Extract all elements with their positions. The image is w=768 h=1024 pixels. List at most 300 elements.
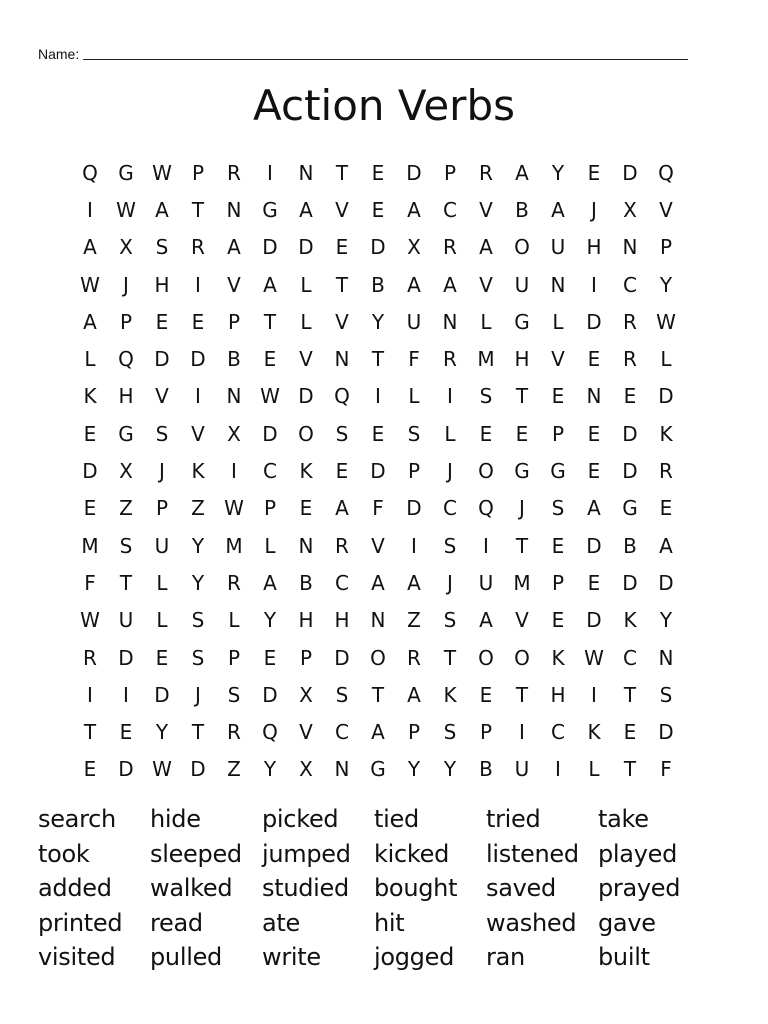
- grid-letter[interactable]: E: [551, 533, 565, 558]
- grid-letter[interactable]: D: [298, 384, 314, 409]
- grid-letter[interactable]: N: [622, 235, 638, 260]
- grid-letter[interactable]: D: [586, 608, 602, 633]
- grid-letter[interactable]: U: [478, 570, 494, 595]
- grid-letter[interactable]: D: [622, 459, 638, 484]
- grid-letter[interactable]: A: [263, 570, 277, 595]
- grid-letter[interactable]: C: [623, 272, 637, 297]
- grid-letter[interactable]: R: [227, 720, 241, 745]
- grid-letter[interactable]: N: [442, 309, 458, 334]
- grid-letter[interactable]: E: [551, 384, 565, 409]
- grid-letter[interactable]: S: [443, 533, 457, 558]
- grid-letter[interactable]: W: [260, 384, 280, 409]
- grid-letter[interactable]: V: [335, 197, 349, 222]
- grid-letter[interactable]: I: [87, 197, 93, 222]
- grid-letter[interactable]: K: [551, 645, 565, 670]
- grid-letter[interactable]: W: [584, 645, 604, 670]
- grid-letter[interactable]: O: [478, 459, 494, 484]
- grid-letter[interactable]: B: [371, 272, 385, 297]
- grid-letter[interactable]: C: [263, 459, 277, 484]
- grid-letter[interactable]: A: [407, 682, 421, 707]
- grid-letter[interactable]: V: [515, 608, 529, 633]
- word-list-item: built: [598, 943, 650, 971]
- grid-letter[interactable]: D: [622, 160, 638, 185]
- grid-letter[interactable]: R: [191, 235, 205, 260]
- grid-letter[interactable]: Y: [263, 757, 277, 782]
- grid-letter[interactable]: B: [227, 347, 241, 372]
- grid-letter[interactable]: E: [587, 160, 601, 185]
- grid-letter[interactable]: I: [267, 160, 273, 185]
- grid-letter[interactable]: L: [264, 533, 276, 558]
- grid-letter[interactable]: E: [155, 645, 169, 670]
- grid-letter[interactable]: E: [263, 347, 277, 372]
- grid-letter[interactable]: J: [519, 496, 525, 521]
- grid-letter[interactable]: G: [514, 309, 530, 334]
- grid-letter[interactable]: Y: [659, 608, 673, 633]
- grid-letter[interactable]: M: [81, 533, 99, 558]
- grid-letter[interactable]: A: [83, 309, 97, 334]
- grid-letter[interactable]: Q: [118, 347, 134, 372]
- grid-letter[interactable]: U: [514, 757, 530, 782]
- grid-letter[interactable]: E: [263, 645, 277, 670]
- grid-letter[interactable]: A: [407, 272, 421, 297]
- grid-letter[interactable]: E: [479, 682, 493, 707]
- grid-letter[interactable]: V: [191, 421, 205, 446]
- grid-letter[interactable]: P: [551, 421, 565, 446]
- grid-letter[interactable]: T: [191, 197, 205, 222]
- grid-letter[interactable]: E: [371, 421, 385, 446]
- grid-letter[interactable]: L: [408, 384, 420, 409]
- grid-letter[interactable]: L: [588, 757, 600, 782]
- grid-letter[interactable]: J: [159, 459, 165, 484]
- grid-letter[interactable]: L: [228, 608, 240, 633]
- grid-letter[interactable]: D: [118, 757, 134, 782]
- grid-letter[interactable]: E: [191, 309, 205, 334]
- grid-letter[interactable]: K: [443, 682, 457, 707]
- grid-letter[interactable]: D: [262, 235, 278, 260]
- grid-letter[interactable]: T: [83, 720, 97, 745]
- grid-letter[interactable]: P: [443, 160, 457, 185]
- grid-letter[interactable]: R: [443, 235, 457, 260]
- grid-letter[interactable]: L: [660, 347, 672, 372]
- grid-letter[interactable]: D: [370, 459, 386, 484]
- grid-letter[interactable]: X: [299, 757, 313, 782]
- grid-letter[interactable]: T: [371, 682, 385, 707]
- grid-letter[interactable]: T: [515, 533, 529, 558]
- grid-letter[interactable]: R: [227, 160, 241, 185]
- grid-letter[interactable]: I: [87, 682, 93, 707]
- grid-letter[interactable]: X: [407, 235, 421, 260]
- grid-letter[interactable]: S: [155, 235, 169, 260]
- grid-letter[interactable]: D: [298, 235, 314, 260]
- grid-letter[interactable]: H: [514, 347, 530, 372]
- grid-letter[interactable]: N: [586, 384, 602, 409]
- grid-letter[interactable]: D: [82, 459, 98, 484]
- grid-letter[interactable]: E: [83, 757, 97, 782]
- grid-letter[interactable]: Y: [551, 160, 565, 185]
- grid-letter[interactable]: D: [370, 235, 386, 260]
- grid-letter[interactable]: K: [83, 384, 97, 409]
- grid-letter[interactable]: Y: [659, 272, 673, 297]
- grid-letter[interactable]: E: [551, 608, 565, 633]
- grid-letter[interactable]: E: [299, 496, 313, 521]
- grid-letter[interactable]: A: [263, 272, 277, 297]
- grid-letter[interactable]: D: [586, 533, 602, 558]
- grid-letter[interactable]: B: [299, 570, 313, 595]
- grid-letter[interactable]: W: [116, 197, 136, 222]
- grid-letter[interactable]: V: [479, 197, 493, 222]
- grid-letter[interactable]: N: [370, 608, 386, 633]
- grid-letter[interactable]: G: [514, 459, 530, 484]
- grid-letter[interactable]: N: [550, 272, 566, 297]
- grid-letter[interactable]: D: [622, 421, 638, 446]
- grid-letter[interactable]: J: [447, 570, 453, 595]
- grid-letter[interactable]: Y: [263, 608, 277, 633]
- grid-letter[interactable]: D: [406, 160, 422, 185]
- grid-letter[interactable]: R: [443, 347, 457, 372]
- grid-letter[interactable]: P: [227, 645, 241, 670]
- grid-letter[interactable]: T: [623, 757, 637, 782]
- grid-letter[interactable]: W: [80, 608, 100, 633]
- grid-letter[interactable]: E: [335, 459, 349, 484]
- grid-letter[interactable]: D: [658, 570, 674, 595]
- grid-letter[interactable]: E: [371, 160, 385, 185]
- grid-letter[interactable]: Y: [443, 757, 457, 782]
- grid-letter[interactable]: R: [335, 533, 349, 558]
- grid-letter[interactable]: H: [118, 384, 134, 409]
- grid-letter[interactable]: Y: [191, 533, 205, 558]
- grid-letter[interactable]: D: [334, 645, 350, 670]
- grid-letter[interactable]: L: [552, 309, 564, 334]
- grid-letter[interactable]: J: [591, 197, 597, 222]
- grid-letter[interactable]: L: [84, 347, 96, 372]
- grid-letter[interactable]: C: [623, 645, 637, 670]
- grid-letter[interactable]: A: [659, 533, 673, 558]
- word-list-item: played: [598, 839, 678, 868]
- grid-letter[interactable]: A: [227, 235, 241, 260]
- grid-letter[interactable]: P: [119, 309, 133, 334]
- grid-letter[interactable]: V: [335, 309, 349, 334]
- grid-letter[interactable]: G: [262, 197, 278, 222]
- grid-letter[interactable]: X: [227, 421, 241, 446]
- grid-letter[interactable]: N: [226, 384, 242, 409]
- grid-letter[interactable]: G: [118, 421, 134, 446]
- grid-letter[interactable]: C: [443, 197, 457, 222]
- grid-letter[interactable]: Z: [191, 496, 205, 521]
- grid-letter[interactable]: Q: [262, 720, 278, 745]
- grid-letter[interactable]: X: [119, 235, 133, 260]
- grid-letter[interactable]: T: [119, 570, 133, 595]
- grid-letter[interactable]: E: [479, 421, 493, 446]
- grid-letter[interactable]: L: [300, 272, 312, 297]
- grid-letter[interactable]: R: [227, 570, 241, 595]
- grid-letter[interactable]: R: [407, 645, 421, 670]
- grid-letter[interactable]: D: [154, 682, 170, 707]
- word-list-item: jumped: [262, 839, 351, 868]
- grid-letter[interactable]: A: [515, 160, 529, 185]
- grid-letter[interactable]: I: [555, 757, 561, 782]
- word-list-item: read: [150, 908, 203, 937]
- grid-letter[interactable]: P: [659, 235, 673, 260]
- grid-letter[interactable]: D: [154, 347, 170, 372]
- grid-letter[interactable]: O: [298, 421, 314, 446]
- grid-letter[interactable]: A: [299, 197, 313, 222]
- grid-letter[interactable]: G: [550, 459, 566, 484]
- grid-letter[interactable]: U: [406, 309, 422, 334]
- grid-letter[interactable]: J: [195, 682, 201, 707]
- grid-letter[interactable]: E: [623, 384, 637, 409]
- grid-letter[interactable]: Z: [227, 757, 241, 782]
- grid-letter[interactable]: E: [587, 570, 601, 595]
- grid-letter[interactable]: P: [407, 720, 421, 745]
- grid-letter[interactable]: S: [227, 682, 241, 707]
- grid-letter[interactable]: Q: [478, 496, 494, 521]
- grid-letter[interactable]: T: [191, 720, 205, 745]
- grid-letter[interactable]: L: [156, 570, 168, 595]
- grid-letter[interactable]: H: [154, 272, 170, 297]
- grid-letter[interactable]: I: [375, 384, 381, 409]
- grid-letter[interactable]: S: [335, 421, 349, 446]
- grid-letter[interactable]: D: [406, 496, 422, 521]
- grid-letter[interactable]: D: [622, 570, 638, 595]
- grid-letter[interactable]: D: [262, 421, 278, 446]
- grid-letter[interactable]: I: [519, 720, 525, 745]
- grid-letter[interactable]: U: [514, 272, 530, 297]
- grid-letter[interactable]: Y: [407, 757, 421, 782]
- grid-letter[interactable]: T: [335, 160, 349, 185]
- grid-letter[interactable]: O: [514, 645, 530, 670]
- grid-letter[interactable]: I: [483, 533, 489, 558]
- grid-letter[interactable]: E: [515, 421, 529, 446]
- grid-letter[interactable]: Q: [334, 384, 350, 409]
- grid-letter[interactable]: V: [155, 384, 169, 409]
- grid-letter[interactable]: B: [479, 757, 493, 782]
- grid-letter[interactable]: N: [298, 160, 314, 185]
- grid-letter[interactable]: Z: [407, 608, 421, 633]
- grid-letter[interactable]: T: [623, 682, 637, 707]
- grid-letter[interactable]: N: [334, 347, 350, 372]
- grid-letter[interactable]: P: [191, 160, 205, 185]
- grid-letter[interactable]: E: [623, 720, 637, 745]
- grid-letter[interactable]: S: [659, 682, 673, 707]
- grid-letter[interactable]: P: [155, 496, 169, 521]
- grid-letter[interactable]: C: [335, 720, 349, 745]
- word-list-item: sleeped: [150, 839, 242, 868]
- grid-letter[interactable]: R: [623, 347, 637, 372]
- grid-letter[interactable]: F: [660, 757, 672, 782]
- grid-letter[interactable]: M: [513, 570, 531, 595]
- grid-letter[interactable]: G: [370, 757, 386, 782]
- grid-letter[interactable]: S: [119, 533, 133, 558]
- grid-letter[interactable]: R: [623, 309, 637, 334]
- grid-letter[interactable]: W: [224, 496, 244, 521]
- grid-letter[interactable]: A: [587, 496, 601, 521]
- word-list-item: hide: [150, 805, 201, 833]
- grid-letter[interactable]: F: [84, 570, 96, 595]
- name-blank-line[interactable]: [83, 41, 688, 60]
- grid-letter[interactable]: A: [443, 272, 457, 297]
- grid-letter[interactable]: T: [515, 384, 529, 409]
- grid-letter[interactable]: Q: [82, 160, 98, 185]
- grid-letter[interactable]: V: [371, 533, 385, 558]
- grid-letter[interactable]: N: [298, 533, 314, 558]
- grid-letter[interactable]: E: [371, 197, 385, 222]
- grid-letter[interactable]: I: [195, 272, 201, 297]
- grid-letter[interactable]: M: [477, 347, 495, 372]
- grid-letter[interactable]: I: [447, 384, 453, 409]
- grid-letter[interactable]: W: [656, 309, 676, 334]
- grid-letter[interactable]: S: [443, 608, 457, 633]
- grid-letter[interactable]: E: [587, 459, 601, 484]
- grid-letter[interactable]: T: [263, 309, 277, 334]
- grid-letter[interactable]: K: [191, 459, 205, 484]
- grid-letter[interactable]: E: [83, 421, 97, 446]
- grid-letter[interactable]: B: [623, 533, 637, 558]
- grid-letter[interactable]: A: [479, 235, 493, 260]
- word-search-grid: [72, 154, 684, 788]
- grid-letter[interactable]: A: [335, 496, 349, 521]
- grid-letter[interactable]: D: [658, 720, 674, 745]
- grid-letter[interactable]: N: [226, 197, 242, 222]
- grid-letter[interactable]: N: [658, 645, 674, 670]
- grid-letter[interactable]: T: [515, 682, 529, 707]
- grid-letter[interactable]: P: [551, 570, 565, 595]
- grid-letter[interactable]: Y: [155, 720, 169, 745]
- grid-letter[interactable]: D: [190, 347, 206, 372]
- grid-letter[interactable]: S: [191, 608, 205, 633]
- grid-letter[interactable]: S: [443, 720, 457, 745]
- grid-letter[interactable]: D: [658, 384, 674, 409]
- grid-letter[interactable]: Z: [119, 496, 133, 521]
- grid-letter[interactable]: W: [152, 160, 172, 185]
- grid-letter[interactable]: O: [370, 645, 386, 670]
- grid-letter[interactable]: U: [118, 608, 134, 633]
- grid-letter[interactable]: S: [479, 384, 493, 409]
- grid-letter[interactable]: H: [586, 235, 602, 260]
- grid-letter[interactable]: X: [299, 682, 313, 707]
- grid-letter[interactable]: S: [155, 421, 169, 446]
- grid-letter[interactable]: T: [371, 347, 385, 372]
- grid-letter[interactable]: Y: [191, 570, 205, 595]
- grid-letter[interactable]: A: [551, 197, 565, 222]
- grid-letter[interactable]: I: [231, 459, 237, 484]
- grid-letter[interactable]: A: [371, 720, 385, 745]
- grid-letter[interactable]: F: [408, 347, 420, 372]
- grid-letter[interactable]: E: [155, 309, 169, 334]
- grid-letter[interactable]: H: [334, 608, 350, 633]
- grid-letter[interactable]: P: [299, 645, 313, 670]
- grid-letter[interactable]: E: [119, 720, 133, 745]
- grid-letter[interactable]: B: [515, 197, 529, 222]
- grid-letter[interactable]: S: [191, 645, 205, 670]
- grid-letter[interactable]: A: [407, 197, 421, 222]
- grid-letter[interactable]: V: [299, 720, 313, 745]
- grid-letter[interactable]: L: [156, 608, 168, 633]
- grid-letter[interactable]: V: [551, 347, 565, 372]
- grid-letter[interactable]: V: [479, 272, 493, 297]
- grid-letter[interactable]: V: [227, 272, 241, 297]
- grid-letter[interactable]: K: [623, 608, 637, 633]
- grid-letter[interactable]: D: [190, 757, 206, 782]
- grid-letter[interactable]: U: [154, 533, 170, 558]
- grid-letter[interactable]: M: [225, 533, 243, 558]
- grid-letter[interactable]: K: [587, 720, 601, 745]
- grid-letter[interactable]: X: [623, 197, 637, 222]
- grid-letter[interactable]: T: [335, 272, 349, 297]
- grid-letter[interactable]: G: [622, 496, 638, 521]
- grid-letter[interactable]: O: [478, 645, 494, 670]
- grid-letter[interactable]: X: [119, 459, 133, 484]
- grid-letter[interactable]: W: [80, 272, 100, 297]
- grid-letter[interactable]: E: [335, 235, 349, 260]
- word-list-item: added: [38, 874, 112, 902]
- grid-letter[interactable]: S: [335, 682, 349, 707]
- grid-letter[interactable]: P: [407, 459, 421, 484]
- grid-letter[interactable]: C: [443, 496, 457, 521]
- grid-letter[interactable]: E: [587, 347, 601, 372]
- grid-letter[interactable]: Q: [658, 160, 674, 185]
- grid-letter[interactable]: A: [407, 570, 421, 595]
- grid-letter[interactable]: Y: [371, 309, 385, 334]
- grid-letter[interactable]: S: [551, 496, 565, 521]
- grid-letter[interactable]: G: [118, 160, 134, 185]
- grid-letter[interactable]: I: [123, 682, 129, 707]
- grid-letter[interactable]: H: [550, 682, 566, 707]
- grid-letter[interactable]: E: [587, 421, 601, 446]
- grid-letter[interactable]: T: [443, 645, 457, 670]
- grid-letter[interactable]: A: [83, 235, 97, 260]
- grid-letter[interactable]: H: [298, 608, 314, 633]
- grid-letter[interactable]: P: [263, 496, 277, 521]
- grid-letter[interactable]: F: [372, 496, 384, 521]
- grid-letter[interactable]: W: [152, 757, 172, 782]
- grid-letter[interactable]: K: [299, 459, 313, 484]
- grid-letter[interactable]: E: [83, 496, 97, 521]
- grid-letter[interactable]: R: [83, 645, 97, 670]
- grid-letter[interactable]: I: [591, 272, 597, 297]
- grid-letter[interactable]: A: [155, 197, 169, 222]
- grid-letter[interactable]: J: [447, 459, 453, 484]
- grid-letter[interactable]: E: [659, 496, 673, 521]
- grid-letter[interactable]: L: [444, 421, 456, 446]
- grid-letter[interactable]: N: [334, 757, 350, 782]
- grid-letter[interactable]: P: [479, 720, 493, 745]
- word-list-item: walked: [150, 874, 233, 902]
- grid-letter[interactable]: D: [118, 645, 134, 670]
- grid-letter[interactable]: O: [514, 235, 530, 260]
- grid-letter[interactable]: K: [659, 421, 673, 446]
- grid-letter[interactable]: R: [479, 160, 493, 185]
- grid-letter[interactable]: D: [262, 682, 278, 707]
- grid-letter[interactable]: J: [123, 272, 129, 297]
- grid-letter[interactable]: I: [411, 533, 417, 558]
- grid-letter[interactable]: A: [371, 570, 385, 595]
- grid-letter[interactable]: R: [659, 459, 673, 484]
- grid-letter[interactable]: C: [551, 720, 565, 745]
- grid-letter[interactable]: C: [335, 570, 349, 595]
- grid-letter[interactable]: L: [300, 309, 312, 334]
- grid-letter[interactable]: V: [659, 197, 673, 222]
- grid-letter[interactable]: U: [550, 235, 566, 260]
- word-list-item: listened: [486, 839, 579, 868]
- grid-letter[interactable]: I: [195, 384, 201, 409]
- grid-letter[interactable]: P: [227, 309, 241, 334]
- grid-letter[interactable]: S: [407, 421, 421, 446]
- grid-letter[interactable]: I: [591, 682, 597, 707]
- grid-letter[interactable]: A: [479, 608, 493, 633]
- grid-letter[interactable]: L: [480, 309, 492, 334]
- grid-letter[interactable]: V: [299, 347, 313, 372]
- grid-letter[interactable]: D: [586, 309, 602, 334]
